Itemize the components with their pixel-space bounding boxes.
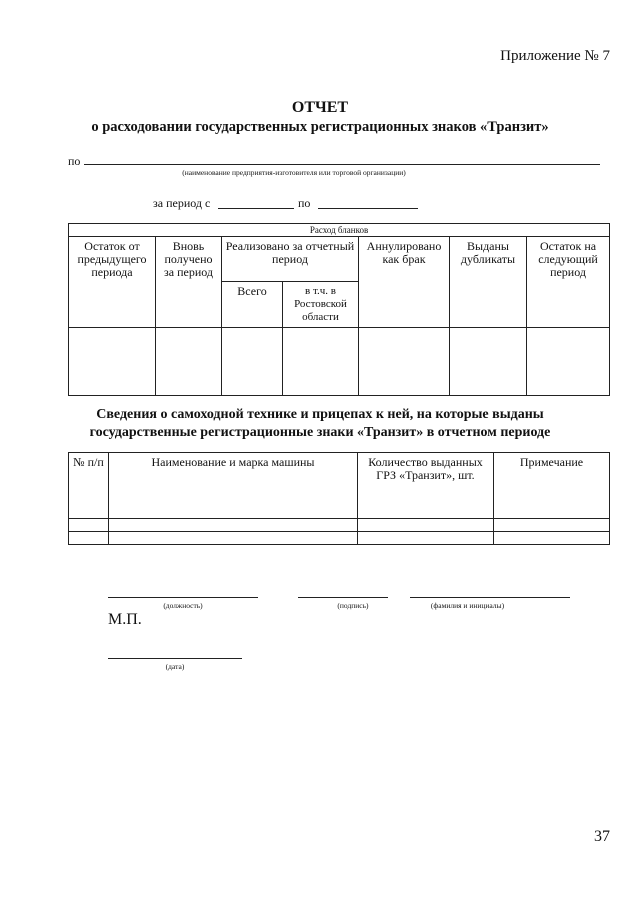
table-cell[interactable] bbox=[69, 328, 156, 396]
position-line[interactable] bbox=[108, 597, 258, 598]
table-cell[interactable] bbox=[69, 532, 109, 545]
table-cell[interactable] bbox=[109, 519, 358, 532]
col-received: Вновь получено за период bbox=[156, 237, 222, 328]
org-name-line[interactable] bbox=[84, 164, 600, 165]
table-cell[interactable] bbox=[359, 328, 450, 396]
col-sold-region: в т.ч. в Ростовской области bbox=[283, 282, 359, 328]
col-remaining-prev: Остаток от предыдущего периода bbox=[69, 237, 156, 328]
col-sold: Реализовано за отчетный период bbox=[222, 237, 359, 282]
table-cell[interactable] bbox=[527, 328, 610, 396]
signature-hint: (подпись) bbox=[337, 601, 369, 610]
table-cell[interactable] bbox=[109, 532, 358, 545]
table-cell[interactable] bbox=[358, 532, 494, 545]
period-from-label: за период с bbox=[153, 196, 211, 210]
period-to-label: по bbox=[298, 196, 311, 210]
col-vehicle-name: Наименование и марка машины bbox=[109, 453, 358, 519]
col-remaining-next: Остаток на следующий период bbox=[527, 237, 610, 328]
table-cell[interactable] bbox=[358, 519, 494, 532]
table-cell[interactable] bbox=[156, 328, 222, 396]
report-title: ОТЧЕТ bbox=[291, 99, 349, 116]
period-to-line[interactable] bbox=[318, 208, 418, 209]
signature-line[interactable] bbox=[298, 597, 388, 598]
full-name-hint: (фамилия и инициалы) bbox=[430, 601, 505, 610]
org-name-hint: (наименование предприятия-изготовителя или торговой организации) bbox=[182, 168, 406, 177]
date-hint: (дата) bbox=[165, 662, 185, 671]
col-row-number: № п/п bbox=[69, 453, 109, 519]
period-from-line[interactable] bbox=[218, 208, 294, 209]
col-note: Примечание bbox=[494, 453, 610, 519]
col-plates-qty: Количество выданных ГРЗ «Транзит», шт. bbox=[358, 453, 494, 519]
position-hint: (должность) bbox=[163, 601, 203, 610]
col-duplicates: Выданы дубликаты bbox=[450, 237, 527, 328]
blank-usage-table bbox=[68, 223, 610, 396]
section2-title-line2: государственные регистрационные знаки «Транзит» в отчетном периоде bbox=[89, 425, 551, 440]
page-number: 37 bbox=[594, 828, 610, 845]
table-cell[interactable] bbox=[450, 328, 527, 396]
vehicles-table bbox=[68, 452, 610, 545]
table-cell[interactable] bbox=[494, 532, 610, 545]
table-row bbox=[69, 519, 610, 532]
table-row bbox=[69, 532, 610, 545]
table-cell[interactable] bbox=[222, 328, 283, 396]
section2-title-line1: Сведения о самоходной технике и прицепах к ней, на которые выданы bbox=[96, 407, 544, 422]
table-row bbox=[69, 328, 610, 396]
date-line[interactable] bbox=[108, 658, 242, 659]
table-cell[interactable] bbox=[69, 519, 109, 532]
usage-group-header: Расход бланков bbox=[69, 224, 610, 237]
table-cell[interactable] bbox=[494, 519, 610, 532]
report-subtitle: о расходовании государственных регистрационных знаков «Транзит» bbox=[91, 119, 549, 135]
col-cancelled: Аннулировано как брак bbox=[359, 237, 450, 328]
col-sold-total: Всего bbox=[222, 282, 283, 328]
org-prefix: по bbox=[68, 154, 81, 168]
appendix-label: Приложение № 7 bbox=[500, 48, 610, 64]
table-cell[interactable] bbox=[283, 328, 359, 396]
stamp-label: М.П. bbox=[108, 611, 142, 628]
full-name-line[interactable] bbox=[410, 597, 570, 598]
